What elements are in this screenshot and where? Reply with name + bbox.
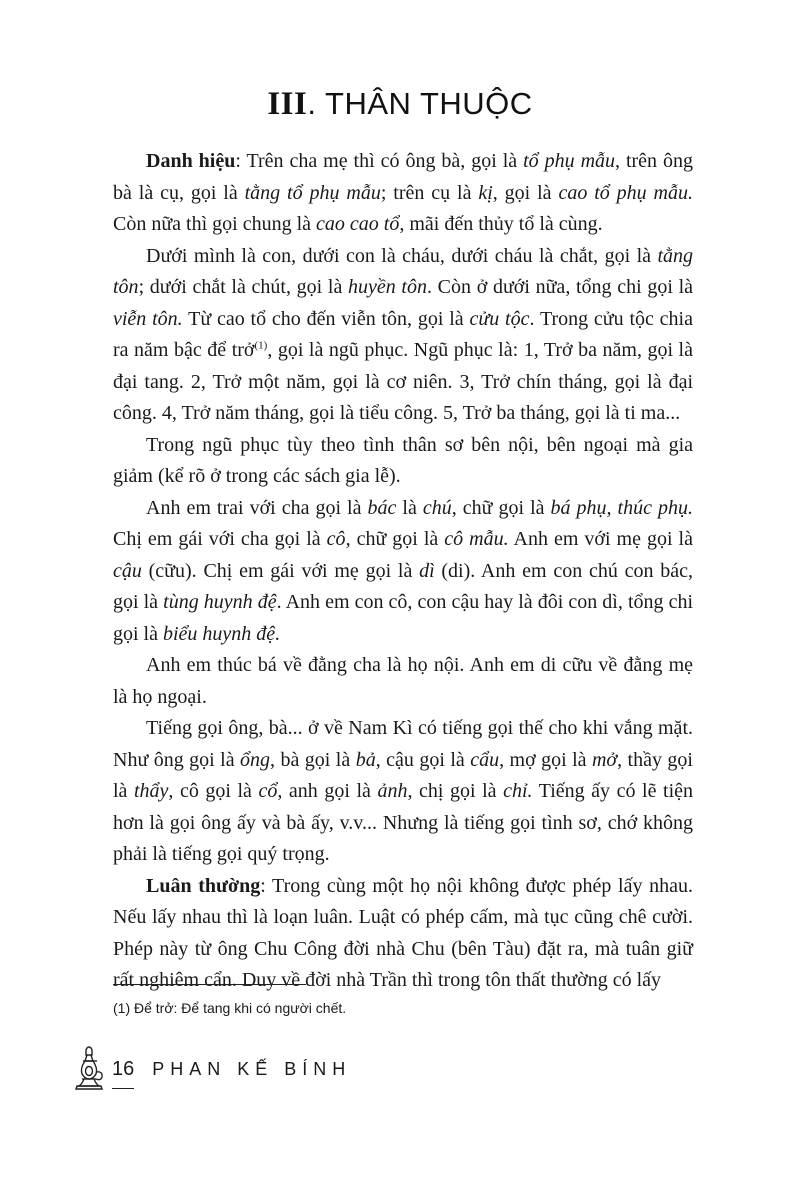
page-footer [72,1046,351,1092]
text-run: : Trong cùng một họ nội không được phép lấy nhau. Nếu lấy nhau thì là loạn luân. Luật có phép cấm, mà tục cũng chê cười. Phép này từ ông Chu Công đời nhà Chu (bên Tàu) đặt ra, mà tuân giữ rất nghiêm cẩn. Duy về đời nhà Trần thì trong tôn thất thường có lấy [113,874,693,991]
italic-term: cửu tộc [469,307,530,330]
italic-term: tùng huynh đệ [163,591,277,613]
author-name: PHAN KẾ BÍNH [152,1058,352,1079]
text-run: Anh em trai với cha gọi là [146,496,368,519]
text-run: Còn nữa thì gọi chung là [113,213,317,235]
paragraph-siblings [113,493,693,651]
text-run: Dưới mình là con, dưới con là cháu, dưới cháu là chắt, gọi là [146,244,658,267]
italic-term: chỉ. [503,780,533,802]
italic-term: chú [422,496,452,519]
italic-term: thẩy [133,780,169,802]
italic-term: mở [591,748,618,771]
footnote-reference: (1) [254,339,268,352]
footnote: (1) Để trở: Để tang khi có người chết. [113,1000,347,1016]
italic-term: tổ phụ mẫu [523,150,616,172]
paragraph-descendants [113,241,693,430]
italic-term: bả [355,748,376,771]
italic-term: bác [367,496,397,519]
paragraph-ho-noi-ngoai [113,650,693,713]
chapter-number: III [267,86,308,122]
text-run: , mãi đến thủy tổ là cùng. [399,213,603,235]
italic-term: viễn tôn. [113,307,183,330]
text-run: Tiếng gọi ông, bà... ở về Nam Kì có tiếng gọi thế cho khi vắng mặt. Như ông gọi là [113,717,693,771]
footnote-divider [113,984,306,985]
italic-term: cổ [258,780,278,802]
text-run: , chữ gọi là [451,496,551,519]
term-label: Danh hiệu [146,150,236,172]
italic-term: ảnh [377,780,408,802]
italic-term: tằng tôn [113,244,693,298]
italic-term: cô [326,528,346,550]
text-run: , gọi là [492,181,559,204]
text-run: Trong ngũ phục tùy theo tình thân sơ bên nội, bên ngoại mà gia giảm (kể rõ ở trong các sách gia lễ). [113,433,693,487]
text-run: Tiếng ấy có lẽ tiện hơn là gọi ông ấy và bà ấy, v.v... Nhưng là tiếng gọi tình sơ, chớ không phải là tiếng gọi quý trọng. [113,780,693,865]
text-run: . Trong cửu tộc chia ra năm bậc để trở [113,307,693,361]
text-run: , anh gọi là [277,780,378,802]
text-run: ; dưới chắt là chút, gọi là [138,276,348,298]
paragraph-luan-thuong [113,871,693,997]
italic-term: biểu huynh đệ. [163,622,281,645]
text-run: (di). Anh em con chú con bác, gọi là [113,559,693,613]
text-run: , mợ gọi là [499,748,592,771]
italic-term: cẩu [470,748,500,771]
italic-term: cao cao tổ [316,213,400,235]
text-run: , bà gọi là [270,748,356,771]
text-run: Chị em gái với cha gọi là [113,528,327,550]
text-run: Anh em thúc bá về đằng cha là họ nội. Anh em di cữu về đằng mẹ là họ ngoại. [113,654,693,708]
text-run: , chị gọi là [407,780,504,802]
italic-term: cậu [113,559,142,582]
text-run: . Anh em con cô, con cậu hay là đôi con dì, tổng chi gọi là [113,591,694,645]
text-run: , gọi là ngũ phục. Ngũ phục là: 1, Trở ba năm, gọi là đại tang. 2, Trở một năm, gọi là cơ niên. 3, Trở chín tháng, gọi là đại công. 4, Trở năm tháng, gọi là tiểu công. 5, Trở ba tháng, gọi là ti ma... [113,339,693,424]
italic-term: kị [478,181,493,204]
text-run: . Còn ở dưới nữa, tổng chi gọi là [427,276,693,298]
paragraph-danh-hieu [113,146,693,241]
italic-term: dì [419,559,435,582]
chapter-heading [0,86,800,123]
body-text [113,146,693,997]
term-label: Luân thường [146,874,261,897]
text-run: : Trên cha mẹ thì có ông bà, gọi là [235,150,524,172]
text-run: , cô gọi là [168,780,259,802]
text-run: (cữu). Chị em gái với mẹ gọi là [141,559,420,582]
text-run: Anh em với mẹ gọi là [508,528,693,550]
text-run: là [396,496,423,519]
italic-term: cao tổ phụ mẫu. [558,181,693,204]
italic-term: ổng [240,748,271,771]
text-run: Từ cao tổ cho đến viễn tôn, gọi là [182,307,470,330]
text-run: , chữ gọi là [345,528,445,550]
paragraph-nam-ki [113,713,693,871]
italic-term: huyền tôn [348,276,427,298]
text-run: , cậu gọi là [375,748,471,771]
chapter-title: . THÂN THUỘC [307,86,533,121]
oil-lamp-icon [72,1046,108,1092]
italic-term: bá phụ, thúc phụ. [550,496,693,519]
italic-term: tằng tổ phụ mẫu [244,181,381,204]
paragraph-ngu-phuc [113,430,693,493]
page-number: 16 [112,1057,135,1080]
italic-term: cô mẫu. [444,528,509,550]
text-run: , thầy gọi là [113,748,693,802]
text-run: , trên ông bà là cụ, gọi là [113,150,694,204]
text-run: ; trên cụ là [380,181,479,204]
